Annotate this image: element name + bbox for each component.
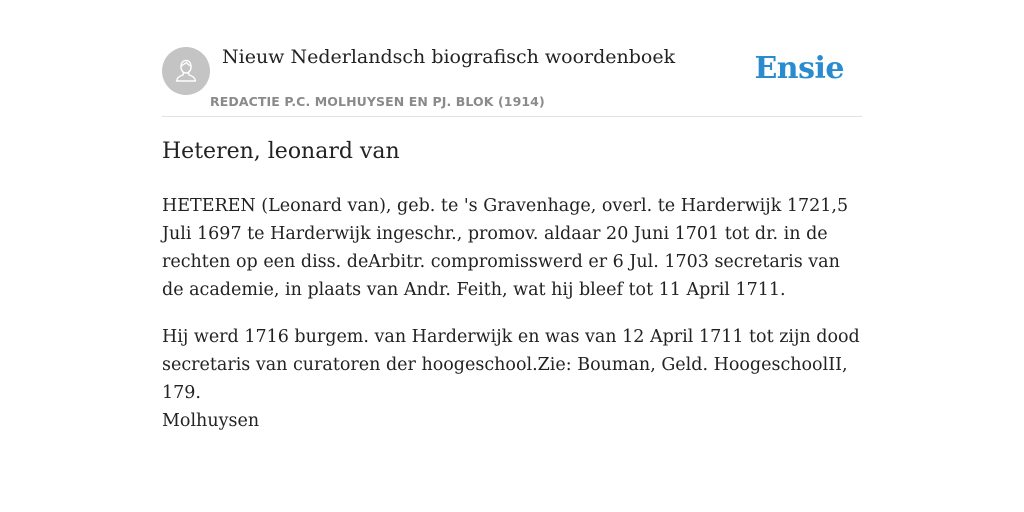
ensie-logo-link[interactable]: Ensie [754,51,844,86]
entry-title: Heteren, leonard van [162,139,400,164]
entry-paragraph-2: Hij werd 1716 burgem. van Harderwijk en was van 12 April 1711 tot zijn dood secretaris van curatoren der hoogeschool.Zie: Bouman, Geld. HoogeschoolII, 179. [162,327,860,403]
source-avatar[interactable] [162,47,210,95]
source-header [162,44,862,117]
source-editors: REDACTIE P.C. MOLHUYSEN EN PJ. BLOK (1914) [210,94,545,109]
entry-paragraph-1: HETEREN (Leonard van), geb. te 's Gravenhage, overl. te Harderwijk 1721,5 Juli 1697 te Harderwijk ingeschr., promov. aldaar 20 Juni 1701 tot dr. in de rechten op een diss. deArbitr. compromisswerd er 6 Jul. 1703 secretaris van de academie, in plaats van Andr. Feith, wat hij bleef tot 11 April 1711. [162,196,849,300]
entry-author: Molhuysen [162,411,260,431]
source-title[interactable]: Nieuw Nederlandsch biografisch woordenboek [222,46,676,68]
user-silhouette-icon [171,56,201,86]
